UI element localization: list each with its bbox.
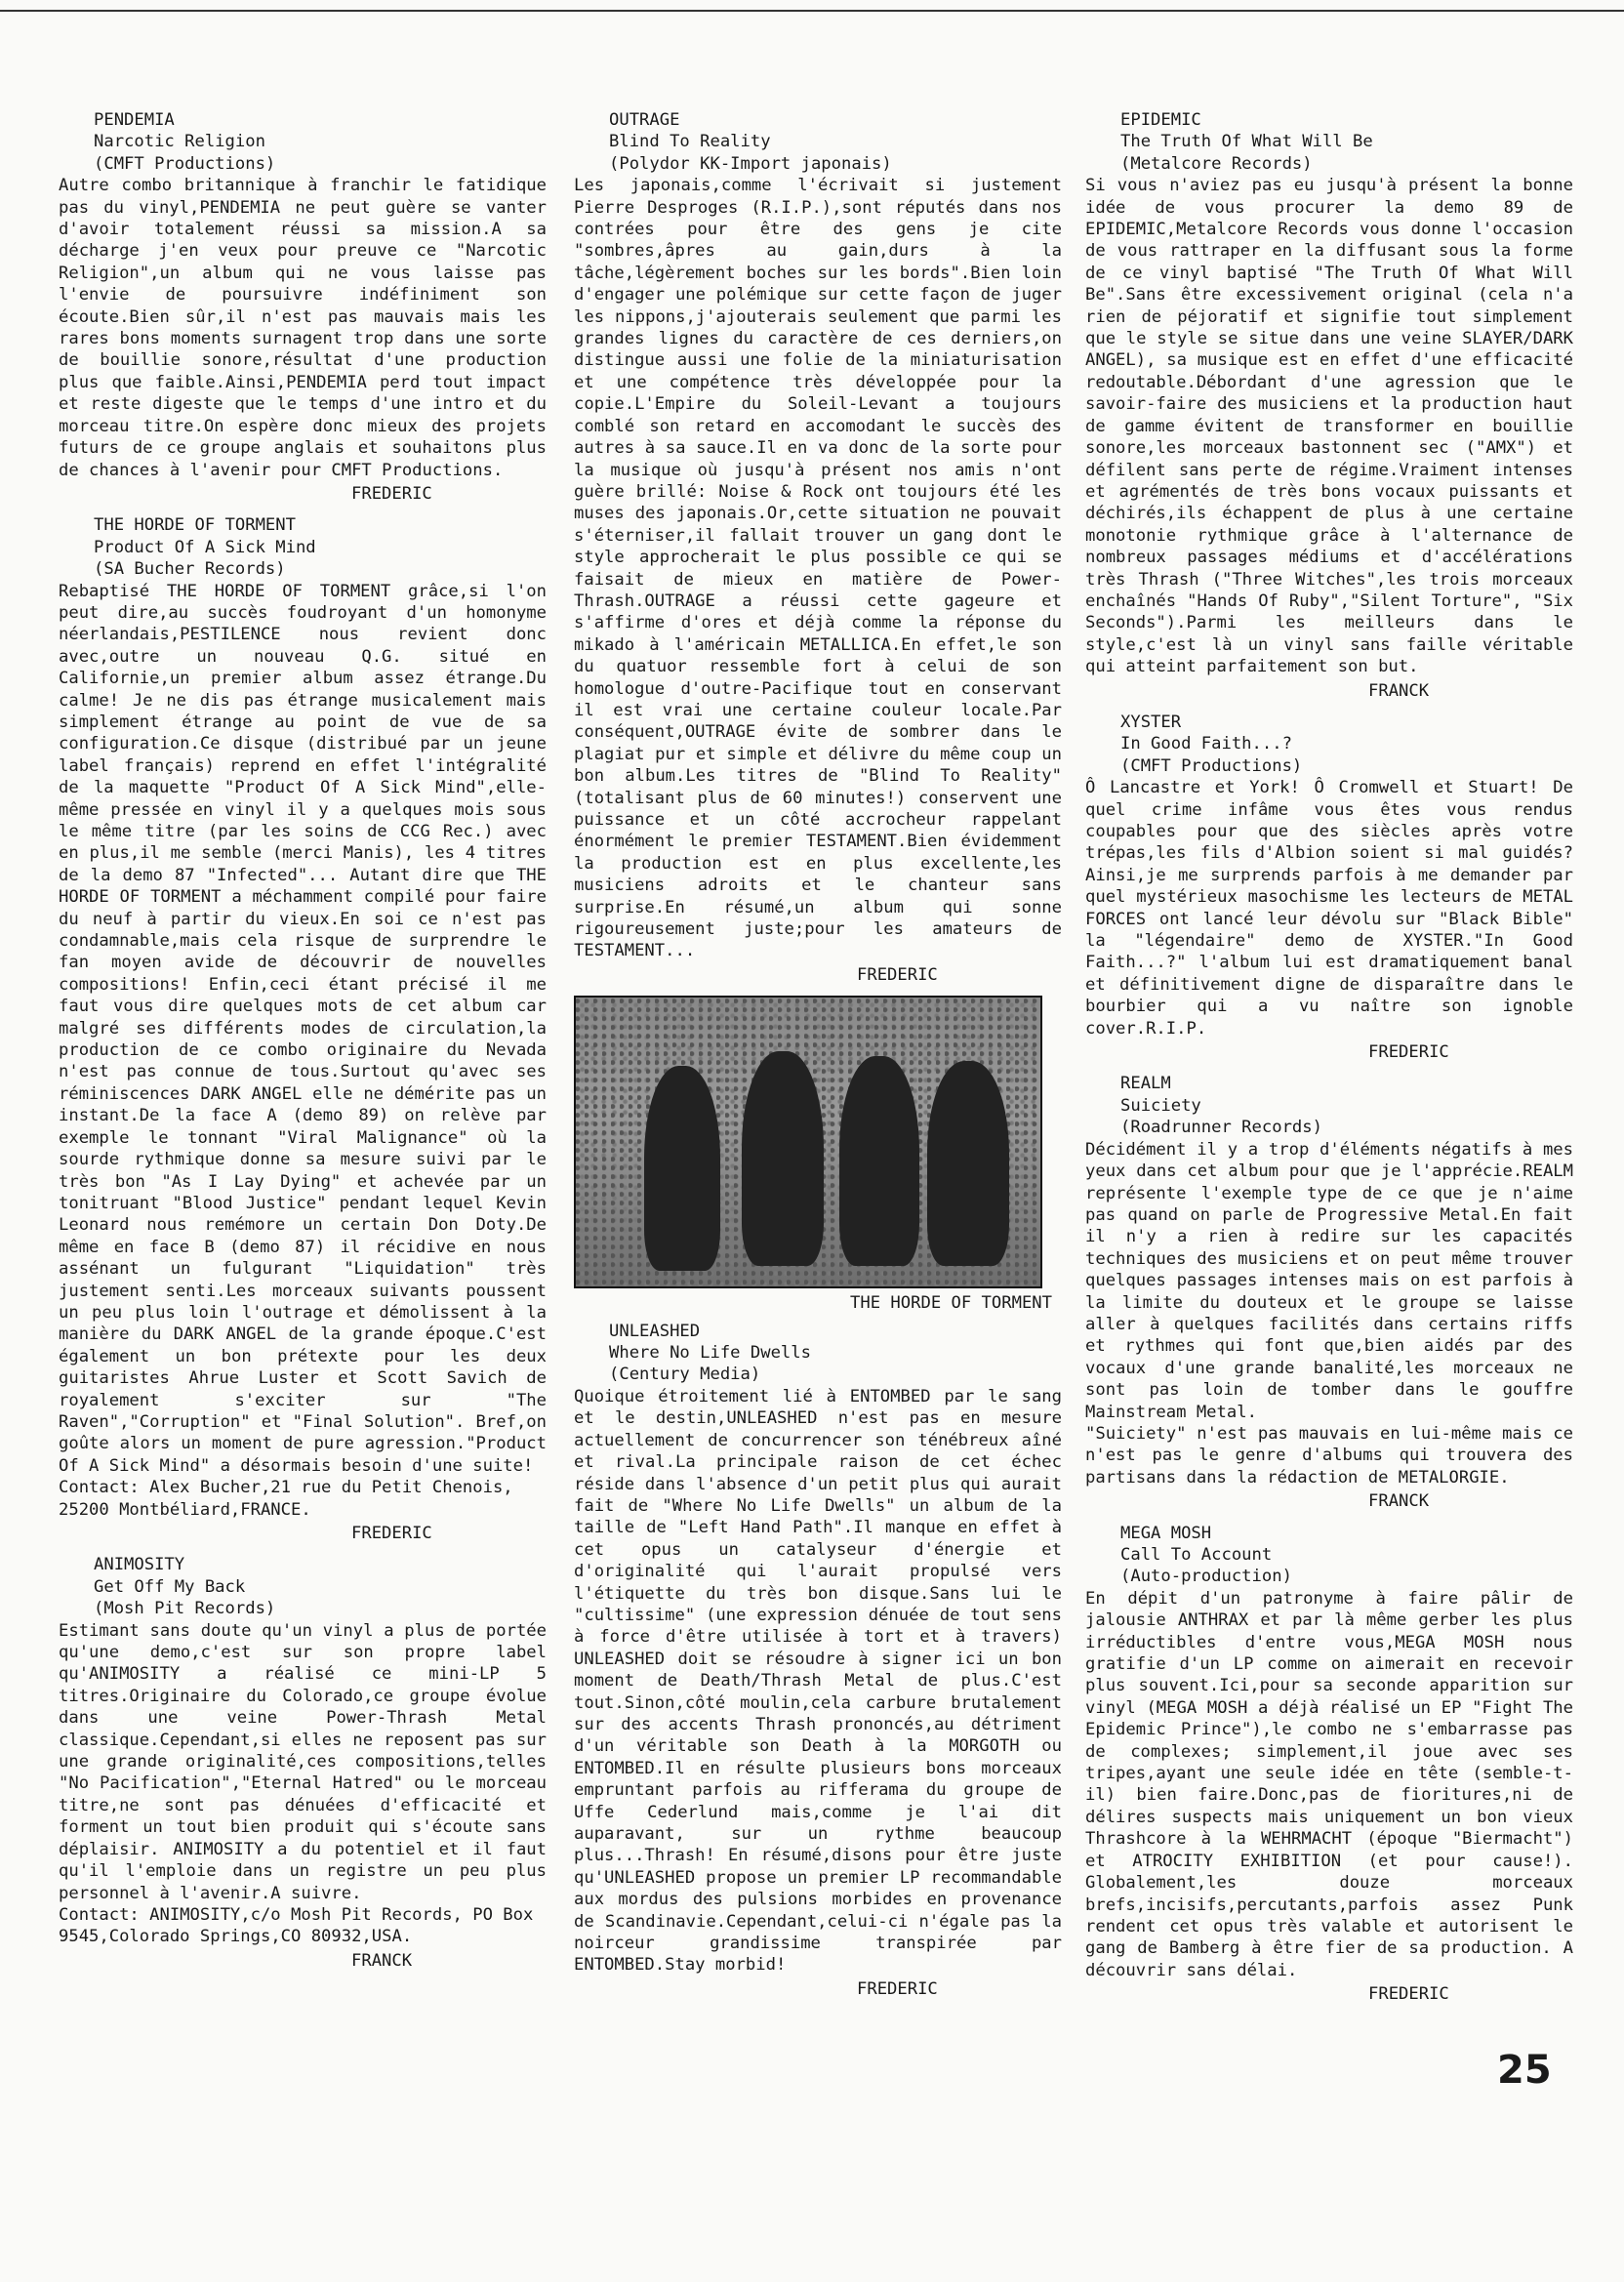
page-top-edge <box>0 0 1624 12</box>
review-signature: FREDERIC <box>857 964 938 985</box>
review-realm <box>1085 1073 1573 1512</box>
review-label: (Metalcore Records) <box>1120 153 1313 174</box>
photo-caption: THE HORDE OF TORMENT <box>850 1293 1052 1314</box>
review-album: In Good Faith...? <box>1120 734 1292 754</box>
review-pendemia <box>59 109 547 505</box>
page-number: 25 <box>1497 2048 1552 2093</box>
review-label: (Polydor KK-Import japonais) <box>609 153 892 174</box>
review-text: Quoique étroitement lié à ENTOMBED par le sang et le destin,UNLEASHED n'est pas en mesure actuellement de concurrencer son ténébreux aîné et rival.La principale raison de cet échec réside dans l'absence d'un petit plus qui aurait fait de "Where No Life Dwells" un album de la taille de "Left Hand Path".Il manque en effet à cet opus un catalyseur d'énergie et d'originalité qui l'aurait propulsé vers l'étiquette du très bon disque.Sans lui le "cultissime" (une expression dénuée de tout sens à force d'être utilisée à tort et à travers) UNLEASHED doit se résoudre à signer ici un bon moment de Death/Thrash Metal de plus.C'est tout.Sinon,côté moulin,cela carbure brutalement sur des accents Thrash prononcés,au détriment d'un véritable son Death à la MORGOTH ou ENTOMBED.Il en résulte plusieurs bons morceaux empruntant parfois au rifferama du groupe de Uffe Cederlund mais,comme je l'ai dit auparavant, sur un rythme beaucoup plus...Thrash! En résumé,disons pour être juste qu'UNLEASHED propose un premier LP recommandable aux mordus des pulsions morbides en provenance de Scandinavie.Cependant,celui-ci n'égale pas la noirceur grandissime transpirée par ENTOMBED.Stay morbid! <box>574 1386 1062 1976</box>
review-text: Estimant sans doute qu'un vinyl a plus de portée qu'une demo,c'est sur son propre label qu'ANIMOSITY a réalisé ce mini-LP 5 titres.Originaire du Colorado,ce groupe évolue dans une veine Power-Thrash Metal classique.Cependant,si elles ne reposent pas sur une grande originalité,ces compositions,telles "No Pacification","Eternal Hatred" ou le morceau titre,ne sont pas dénuées d'efficacité et forment un tout bien produit qui s'écoute sans déplaisir. ANIMOSITY a du potentiel et il faut qu'il l'emploie dans un registre un peu plus personnel à l'avenir.A suivre. <box>59 1620 547 1903</box>
review-contact: Contact: ANIMOSITY,c/o Mosh Pit Records, PO Box 9545,Colorado Springs,CO 80932,USA. <box>59 1904 534 1947</box>
review-text: Rebaptisé THE HORDE OF TORMENT grâce,si l'on peut dire,au succès foudroyant d'un homonyme néerlandais,PESTILENCE nous revient donc avec,outre un nouveau Q.G. situé en Californie,un premier album assez étrange.Du calme! Je ne dis pas étrange musicalement mais simplement étrange au point de vue de sa configuration.Ce disque (distribué par un jeune label français) reprend en effet l'intégralité de la maquette "Product Of A Sick Mind",elle-même pressée en vinyl il y a quelques mois sous le même titre (par les soins de CCG Rec.) avec en plus,il me semble (merci Manis), les 4 titres de la demo 87 "Infected"... Autant dire que THE HORDE OF TORMENT a méchamment compilé pour faire du neuf à partir du vieux.En soi ce n'est pas condamnable,mais cela risque de surprendre le fan moyen avide de découvrir de nouvelles compositions! Enfin,ceci étant précisé il me faut vous dire quelques mots de cet album car malgré ses différents modes de circulation,la production de ce combo originaire du Nevada n'est pas connue de tous.Surtout qu'avec ses réminiscences DARK ANGEL elle ne démérite pas un instant.De la face A (demo 89) on relève par exemple le tonnant "Viral Malignance" où la sourde rythmique donne sa mesure suivi par le très bon "As I Lay Dying" et achevée par un tonitruant "Blood Justice" pendant lequel Kevin Leonard nous remémore un certain Don Doty.De même en face B (demo 87) il récidive en nous assénant un fulgurant "Liquidation" très justement senti.Les morceaux suivants poussent un peu plus loin l'outrage et démolissent à la manière du DARK ANGEL de la grande époque.C'est également un bon prétexte pour les deux guitaristes Ahrue Luster et Scott Savich de royalement s'exciter sur "The Raven","Corruption" et "Final Solution". Bref,on goûte alors un moment de pure agression."Product Of A Sick Mind" a désormais besoin d'une suite! <box>59 581 547 1476</box>
review-band: UNLEASHED <box>609 1321 701 1341</box>
review-outrage <box>574 109 1062 986</box>
review-label: (Mosh Pit Records) <box>94 1599 276 1619</box>
review-text: Les japonais,comme l'écrivait si justement Pierre Desproges (R.I.P.),sont réputés dans nos contrées pour être des gens je cite "sombres,âpres au gain,durs à la tâche,légèrement boches sur les bords".Bien loin d'engager une polémique sur cette façon de juger les nippons,j'ajouterais seulement que parmi les grandes lignes du caractère de ces derniers,on distingue aussi une folie de la miniaturisation et une compétence très développée pour la copie.L'Empire du Soleil-Levant a toujours comblé son retard en accomodant le succès des autres à sa sauce.Il en va donc de la sorte pour la musique où jusqu'à présent nos amis n'ont guère brillé: Noise & Rock ont toujours été les muses des japonais.Or,cette situation ne pouvait s'éterniser,il fallait trouver un gang dont le style approcherait le plus possible ce qui se faisait de mieux en matière de Power-Thrash.OUTRAGE a réussi cette gageure et s'affirme d'ores et déjà comme la réponse du mikado à l'américain METALLICA.En effet,le son du quatuor ressemble fort à celui de son homologue d'outre-Pacifique tout en conservant il est vrai une certaine couleur locale.Par conséquent,OUTRAGE évite de sombrer dans le plagiat pur et simple et délivre du même coup un bon album.Les titres de "Blind To Reality" (totalisant plus de 60 minutes!) conservent une puissance et un côté accrocheur rappelant énormément le premier TESTAMENT.Bien évidemment la production est en plus excellente,les musiciens adroits et le chanteur sans surprise.En résumé,un album qui sonne rigoureusement juste;pour les amateurs de TESTAMENT... <box>574 176 1062 961</box>
review-signature: FREDERIC <box>351 483 432 504</box>
review-album: The Truth Of What Will Be <box>1120 132 1373 152</box>
review-label: (Century Media) <box>609 1365 761 1385</box>
review-text: Ô Lancastre et York! Ô Cromwell et Stuart! De quel crime infâme vous êtes vous rendus coupables pour que des siècles après votre trépas,les fils d'Albion soient si mal guidés? Ainsi,je me surprends parfois à me demander par quel mystérieux masochisme les lecteurs de METAL FORCES ont lancé leur dévolu sur "Black Bible" la "légendaire" demo de XYSTER."In Good Faith...?" l'album lui est dramatiquement banal et définitivement digne de disparaître dans le bourbier qui a vu naître son ignoble cover.R.I.P. <box>1085 778 1573 1039</box>
review-signature: FRANCK <box>351 1950 413 1971</box>
review-band: REALM <box>1120 1074 1171 1094</box>
band-member-figure <box>644 1066 720 1271</box>
review-epidemic <box>1085 109 1573 702</box>
review-contact: Contact: Alex Bucher,21 rue du Petit Chenois, 25200 Montbéliard,FRANCE. <box>59 1478 513 1520</box>
review-xyster <box>1085 712 1573 1064</box>
review-signature: FREDERIC <box>351 1524 432 1543</box>
review-band: XYSTER <box>1120 712 1182 732</box>
review-album: Call To Account <box>1120 1545 1273 1565</box>
review-text: Autre combo britannique à franchir le fatidique pas du vinyl,PENDEMIA ne peut guère se vanter d'avoir totalement réussi sa mission.A sa décharge j'en veux pour preuve ce "Narcotic Religion",un album qui ne vous laisse pas l'envie de poursuivre indéfiniment son écoute.Bien sûr,il n'est pas mauvais mais les rares bons moments surnagent trop dans une sorte de bouillie sonore,résultat d'une production plus que faible.Ainsi,PENDEMIA perd tout impact et reste digeste que le temps d'une intro et du morceau titre.On espère donc mieux des projets futurs de ce groupe anglais et souhaitons plus de chances à l'avenir pour CMFT Productions. <box>59 176 547 480</box>
review-band: PENDEMIA <box>94 110 175 130</box>
review-label: (CMFT Productions) <box>94 153 276 174</box>
review-band: EPIDEMIC <box>1120 110 1201 130</box>
review-unleashed <box>574 1321 1062 2001</box>
band-member-figure <box>927 1061 1009 1266</box>
band-member-figure <box>742 1051 824 1266</box>
review-album: Suiciety <box>1120 1095 1201 1116</box>
review-label: (SA Bucher Records) <box>94 559 286 580</box>
review-text: En dépit d'un patronyme à faire pâlir de jalousie ANTHRAX et par là même gerber les plus irréductibles d'entre vous,MEGA MOSH nous gratifie d'un LP comme on aimerait en recevoir plus souvent.Ici,pour sa seconde apparition sur vinyl (MEGA MOSH a déjà réalisé un EP "Fight The Epidemic Prince"),le combo ne s'embarrasse pas de complexes; simplement,il joue avec ses tripes,ayant une seule idée en tête (semble-t-il) bien faire.Donc,pas de fioritures,ni de délires suspects mais uniquement un bon vieux Thrashcore à la WEHRMACHT (époque "Biermacht") et ATROCITY EXHIBITION (et pour cause!). Globalement,les douze morceaux brefs,incisifs,percutants,parfois assez Punk rendent cet opus très valable et autorisent le gang de Bamberg à être fier de sa production. A découvrir sans délai. <box>1085 1588 1573 1980</box>
review-band: MEGA MOSH <box>1120 1523 1212 1543</box>
review-animosity <box>59 1554 547 1972</box>
column-left <box>59 109 547 1981</box>
review-signature: FREDERIC <box>1368 1042 1449 1063</box>
review-signature: FRANCK <box>1368 680 1430 701</box>
review-label: (Auto-production) <box>1120 1567 1292 1587</box>
review-album: Product Of A Sick Mind <box>94 537 316 557</box>
review-album: Blind To Reality <box>609 132 771 152</box>
review-band: ANIMOSITY <box>94 1555 185 1575</box>
band-member-figure <box>839 1056 919 1266</box>
review-band: OUTRAGE <box>609 110 680 130</box>
column-middle <box>574 109 1062 2010</box>
review-label: (CMFT Productions) <box>1120 755 1303 776</box>
review-signature: FREDERIC <box>857 1978 938 1999</box>
review-band: THE HORDE OF TORMENT <box>94 515 296 536</box>
review-album: Where No Life Dwells <box>609 1343 811 1364</box>
review-album: Narcotic Religion <box>94 132 265 152</box>
review-album: Get Off My Back <box>94 1576 246 1597</box>
review-text: Décidément il y a trop d'éléments négatifs à mes yeux dans cet album pour que je l'apprécie.REALM représente l'exemple type de ce que je n'aime pas quand on parle de Progressive Metal.En fait il n'y a rien à redire sur les capacités techniques des musiciens et on peut même trouver quelques passages intenses mais on est parfois à la limite du douteux et le groupe se laisse aller à quelques facilités dans certains riffs et rythmes qui font que,bien aidés par des vocaux d'une grande banalité,les morceaux ne sont pas loin de tomber dans le gouffre Mainstream Metal. <box>1085 1139 1573 1422</box>
review-signature: FRANCK <box>1368 1491 1430 1512</box>
review-mega-mosh <box>1085 1523 1573 2006</box>
column-right <box>1085 109 1573 2016</box>
review-horde-of-torment <box>59 514 547 1544</box>
review-text: Si vous n'aviez pas eu jusqu'à présent la bonne idée de vous procurer la demo 89 de EPIDEMIC,Metalcore Records vous donne l'occasion de vous rattraper en la diffusant sous la forme de ce vinyl baptisé "The Truth Of What Will Be".Sans être excessivement original (cela n'a rien de péjoratif et signifie tout simplement que le style se situe dans une veine SLAYER/DARK ANGEL), sa musique est en effet d'une efficacité redoutable.Débordant d'une agression que le savoir-faire des musiciens et la production haut de gamme évitent de transformer en bouillie sonore,les morceaux bastonnent sec ("AMX") et défilent sans perte de régime.Vraiment intenses et agrémentés de très bons vocaux puissants et déchirés,ils échappent de plus à une certaine monotonie rythmique grâce à l'alternance de nombreux passages médiums et d'accélérations très Thrash ("Three Witches",les trois morceaux enchaînés "Hands Of Ruby","Silent Torture", "Six Seconds").Parmi les meilleurs dans le style,c'est là un vinyl sans faille véritable qui atteint parfaitement son but. <box>1085 176 1573 677</box>
review-text-continued: "Suiciety" n'est pas mauvais en lui-même mais ce n'est pas le genre d'albums qui trouvera des partisans dans la rédaction de METALORGIE. <box>1085 1423 1573 1487</box>
band-photo <box>574 996 1042 1288</box>
review-label: (Roadrunner Records) <box>1120 1118 1322 1138</box>
review-signature: FREDERIC <box>1368 1984 1449 2005</box>
